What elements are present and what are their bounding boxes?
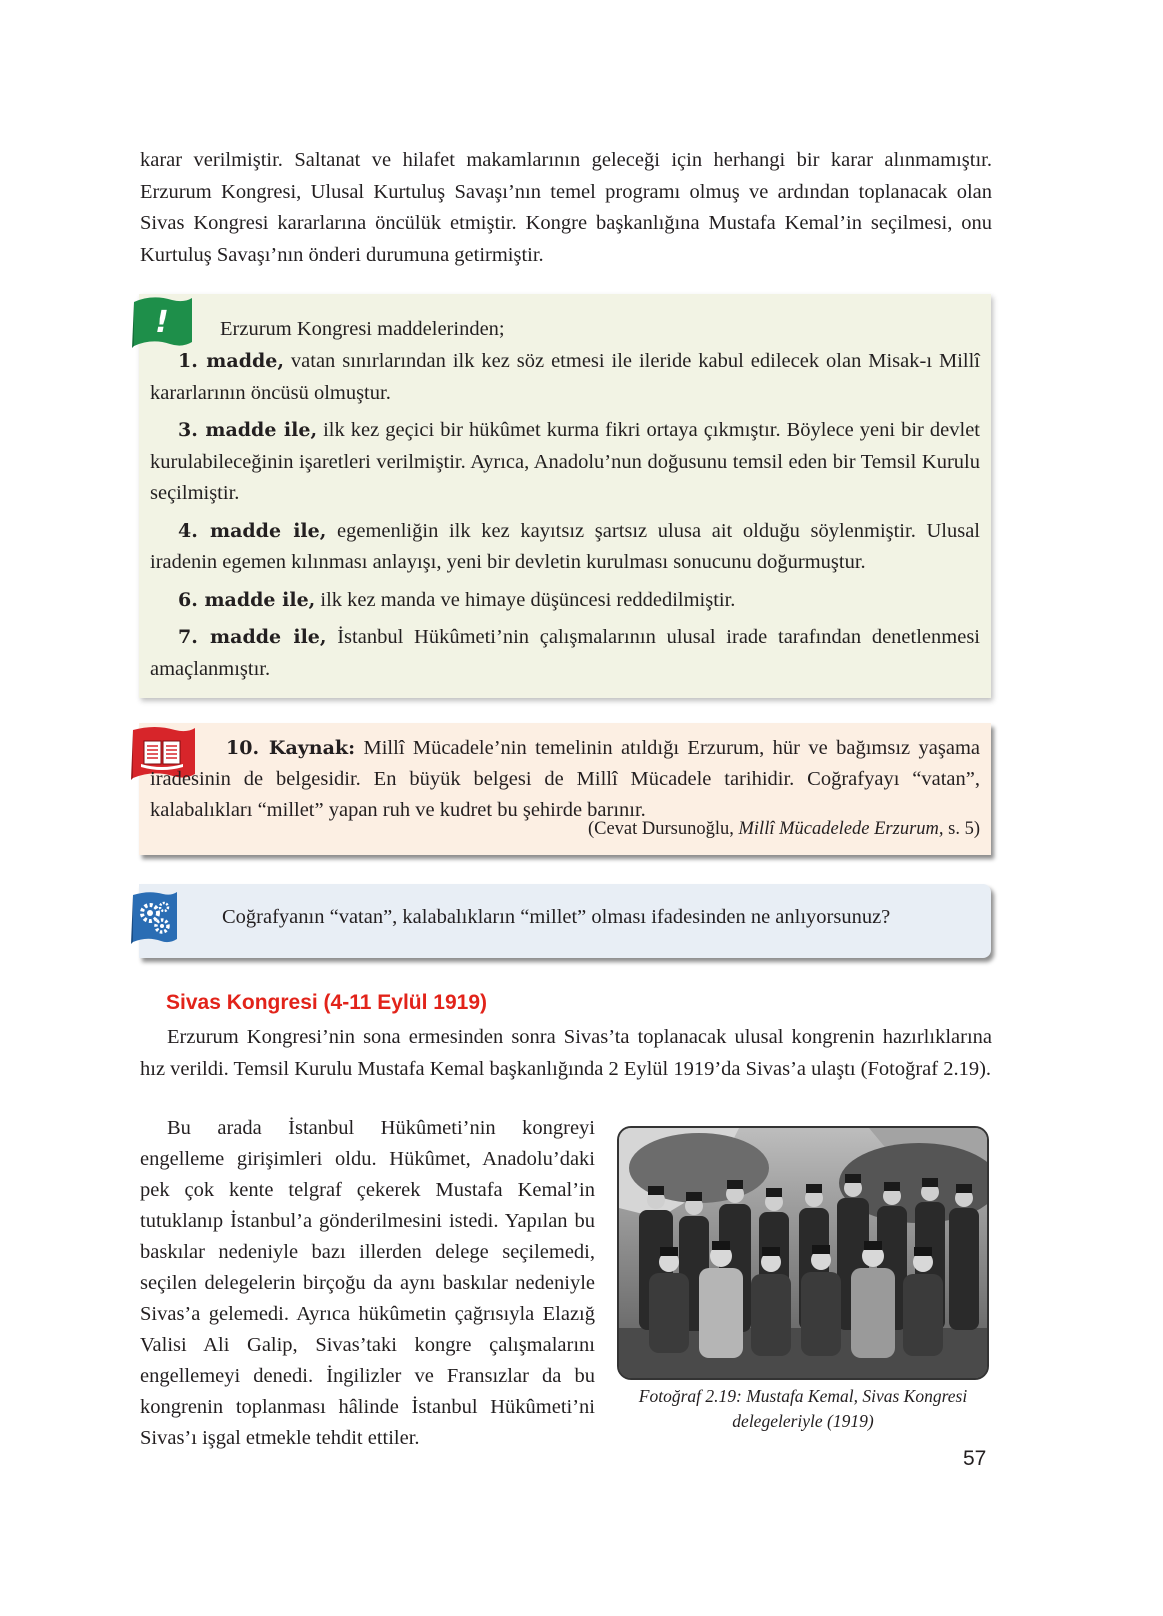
item-text: İstanbul Hükûmeti’nin çalışmalarının ulusal irade tarafından denetlenmesi amaçlanmıştır. [150,626,980,680]
item-text: ilk kez manda ve himaye düşüncesi reddedilmiştir. [315,588,736,611]
photo-caption: Fotoğraf 2.19: Mustafa Kemal, Sivas Kongresi delegeleriyle (1919) [638,1386,968,1431]
item-text: ilk kez geçici bir hükûmet kurma fikri ortaya çıkmıştır. Böylece yeni bir devlet kurulabileceğinin işaretleri verilmiştir. Ayrıca, Anadolu’nun doğusunu temsil eden bir Temsil Kurulu seçilmiştir. [150,419,980,504]
info-items [150,346,980,691]
citation-suffix: s. 5) [943,819,980,839]
page-number: 57 [963,1447,987,1470]
historical-photo [617,1126,989,1380]
item-text: vatan sınırlarından ilk kez söz etmesi ile ileride kabul edilecek olan Misak-ı Millî kararlarının öncüsü olmuştur. [150,350,980,404]
citation [588,819,980,840]
item-label: 7. madde ile, [178,626,327,648]
item-label: 4. madde ile, [178,519,327,542]
gears-icon [131,889,179,947]
source-quote: Millî Mücadele’nin temelinin atıldığı Erzurum, hür ve bağımsız yaşama iradesinin de belgesidir. En büyük belgesi de Millî Mücadele tarihidir. Coğrafyayı “vatan”, kalabalıkları “millet” yapan ruh ve kudret bu şehirde barınır. [150,737,980,821]
exclamation-icon [132,294,194,352]
list-item [150,516,980,579]
item-label: 3. madde ile, [178,419,318,441]
citation-prefix: (Cevat Dursunoğlu, [587,819,739,839]
section-paragraph-1: Erzurum Kongresi’nin sona ermesinden sonra Sivas’ta toplanacak ulusal kongrenin hazırlıklarına hız verildi. Temsil Kurulu Mustafa Kemal başkanlığında 2 Eylül 1919’da Sivas’a ulaştı (Fotoğraf 2.19). [140,1026,992,1080]
question-text: Coğrafyanın “vatan”, kalabalıkların “millet” olması ifadesinden ne anlıyorsunuz? [222,906,891,928]
svg-text:!: ! [155,305,169,340]
list-item [150,346,980,409]
section-title: Sivas Kongresi (4-11 Eylül 1919) [166,991,487,1014]
info-intro: Erzurum Kongresi maddelerinden; [220,318,505,340]
list-item [150,415,980,510]
list-item [150,622,980,685]
intro-paragraph: karar verilmiştir. Saltanat ve hilafet makamlarının geleceği için herhangi bir karar alınmamıştır. Erzurum Kongresi, Ulusal Kurtuluş Savaşı’nın temel programı olmuş ve ardından toplanacak olan Sivas Kongresi kararlarına öncülük etmiştir. Kongre başkanlığına Mustafa Kemal’in seçilmesi, onu Kurtuluş Savaşı’nın önderi durumuna getirmiştir. [140,149,992,266]
item-label: 6. madde ile, [178,588,316,611]
section-paragraph-2: Bu arada İstanbul Hükûmeti’nin kongreyi engelleme girişimleri oldu. Hükûmet, Anadolu’daki pek çok kente telgraf çekerek Mustafa Kemal’in tutuklanıp İstanbul’a gönderilmesini istedi. Yapılan bu baskılar nedeniyle bazı illerden delege seçilemedi, seçilen delegelerin birçoğu da aynı baskılar nedeniyle Sivas’a gelemedi. Ayrıca hükûmetin çağrısıyla Elazığ Valisi Ali Galip, Sivas’taki kongre çalışmalarını engellemeyi denedi. İngilizler ve Fransızlar da bu kongrenin toplanması hâlinde İstanbul Hükûmeti’ni Sivas’ı işgal etmekle tehdit ettiler. [140,1117,595,1449]
list-item [150,585,980,617]
source-text [150,733,980,826]
item-label: 1. madde, [178,350,284,372]
item-text: egemenliğin ilk kez kayıtsız şartsız ulusa ait olduğu söylenmiştir. Ulusal iradenin egemen kılınması anlayışı, yeni bir devletin kurulması sonucunu doğurmuştur. [150,519,981,573]
source-label: 10. Kaynak: [226,737,356,759]
citation-title: Millî Mücadelede Erzurum, [738,819,944,839]
